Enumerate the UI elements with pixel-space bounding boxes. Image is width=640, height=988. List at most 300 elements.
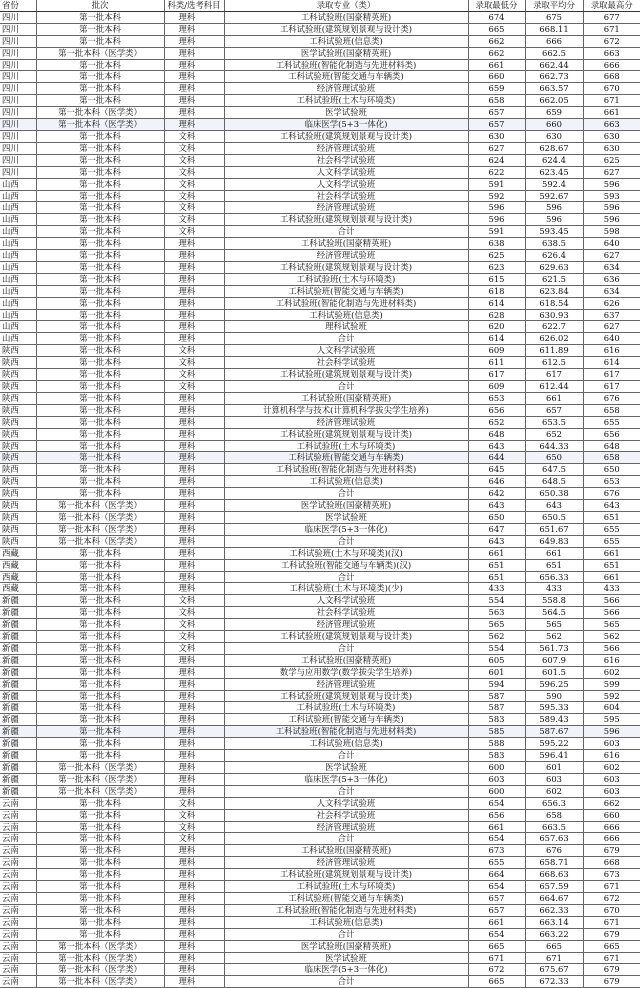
avg-score-cell: 562 <box>525 631 583 643</box>
max-score-cell: 596 <box>583 202 640 214</box>
subject-cell: 文科 <box>164 809 224 821</box>
subject-cell: 理科 <box>164 523 224 535</box>
province-cell: 新疆 <box>0 631 36 643</box>
batch-cell: 第一批本科 <box>36 559 164 571</box>
table-row <box>0 11 640 23</box>
avg-score-cell: 675 <box>525 11 583 23</box>
avg-score-cell: 664.67 <box>525 892 583 904</box>
max-score-cell: 666 <box>583 59 640 71</box>
major-cell: 工科试验班(智能交通与车辆类) <box>224 71 468 83</box>
min-score-cell: 674 <box>468 11 525 23</box>
max-score-cell: 676 <box>583 392 640 404</box>
max-score-cell: 668 <box>583 857 640 869</box>
major-cell: 合计 <box>224 750 468 762</box>
subject-cell: 理科 <box>164 726 224 738</box>
min-score-cell: 661 <box>468 547 525 559</box>
avg-score-cell: 621.5 <box>525 273 583 285</box>
major-cell: 理科试验班 <box>224 321 468 333</box>
subject-cell: 文科 <box>164 631 224 643</box>
avg-score-cell: 656.3 <box>525 797 583 809</box>
province-cell: 新疆 <box>0 762 36 774</box>
avg-score-cell: 596 <box>525 202 583 214</box>
province-cell: 陕西 <box>0 500 36 512</box>
subject-cell: 理科 <box>164 762 224 774</box>
max-score-cell: 673 <box>583 869 640 881</box>
min-score-cell: 665 <box>468 23 525 35</box>
min-score-cell: 657 <box>468 904 525 916</box>
table-row <box>0 833 640 845</box>
table-row <box>0 202 640 214</box>
province-cell: 西藏 <box>0 547 36 559</box>
subject-cell: 理科 <box>164 464 224 476</box>
avg-score-cell: 657 <box>525 404 583 416</box>
table-row <box>0 928 640 940</box>
batch-cell: 第一批本科 <box>36 297 164 309</box>
max-score-cell: 661 <box>583 107 640 119</box>
batch-cell: 第一批本科 <box>36 428 164 440</box>
avg-score-cell: 658.71 <box>525 857 583 869</box>
avg-score-cell: 618.54 <box>525 297 583 309</box>
batch-cell: 第一批本科 <box>36 750 164 762</box>
avg-score-cell: 651 <box>525 559 583 571</box>
avg-score-cell: 666 <box>525 35 583 47</box>
batch-cell: 第一批本科 <box>36 440 164 452</box>
province-cell: 陕西 <box>0 357 36 369</box>
min-score-cell: 596 <box>468 202 525 214</box>
avg-score-cell: 644.33 <box>525 440 583 452</box>
major-cell: 工科试验班(信息类) <box>224 738 468 750</box>
min-score-cell: 614 <box>468 333 525 345</box>
avg-score-cell: 657.59 <box>525 881 583 893</box>
avg-score-cell: 626.02 <box>525 333 583 345</box>
avg-score-cell: 592.4 <box>525 178 583 190</box>
province-cell: 山西 <box>0 214 36 226</box>
table-row <box>0 642 640 654</box>
subject-cell: 理科 <box>164 714 224 726</box>
major-cell: 工科试验班(土木与环境类) <box>224 702 468 714</box>
avg-score-cell: 661 <box>525 392 583 404</box>
min-score-cell: 665 <box>468 940 525 952</box>
avg-score-cell: 561.73 <box>525 642 583 654</box>
min-score-cell: 562 <box>468 631 525 643</box>
max-score-cell: 598 <box>583 226 640 238</box>
subject-cell: 文科 <box>164 214 224 226</box>
province-cell: 陕西 <box>0 523 36 535</box>
subject-cell: 理科 <box>164 273 224 285</box>
min-score-cell: 673 <box>468 845 525 857</box>
batch-cell: 第一批本科 <box>36 345 164 357</box>
avg-score-cell: 587.67 <box>525 726 583 738</box>
max-score-cell: 630 <box>583 142 640 154</box>
max-score-cell: 653 <box>583 476 640 488</box>
batch-cell: 第一批本科 <box>36 642 164 654</box>
max-score-cell: 679 <box>583 845 640 857</box>
avg-score-cell: 650.38 <box>525 488 583 500</box>
batch-cell: 第一批本科 <box>36 381 164 393</box>
header-max-score: 录取最高分 <box>583 0 640 11</box>
major-cell: 工科试验班(建筑规划景观与设计类) <box>224 428 468 440</box>
min-score-cell: 617 <box>468 369 525 381</box>
table-row <box>0 619 640 631</box>
major-cell: 社会科学试验班 <box>224 607 468 619</box>
province-cell: 山西 <box>0 273 36 285</box>
batch-cell: 第一批本科 <box>36 881 164 893</box>
major-cell: 临床医学(5+3一体化) <box>224 964 468 976</box>
batch-cell: 第一批本科 <box>36 690 164 702</box>
major-cell: 工科试验班(信息类) <box>224 309 468 321</box>
table-row <box>0 190 640 202</box>
table-row <box>0 559 640 571</box>
min-score-cell: 628 <box>468 309 525 321</box>
major-cell: 医学试验班(国豪精英班) <box>224 940 468 952</box>
batch-cell: 第一批本科 <box>36 416 164 428</box>
avg-score-cell: 589.43 <box>525 714 583 726</box>
table-row <box>0 750 640 762</box>
min-score-cell: 657 <box>468 107 525 119</box>
subject-cell: 文科 <box>164 357 224 369</box>
min-score-cell: 656 <box>468 809 525 821</box>
subject-cell: 理科 <box>164 654 224 666</box>
province-cell: 山西 <box>0 202 36 214</box>
max-score-cell: 658 <box>583 404 640 416</box>
table-row <box>0 762 640 774</box>
avg-score-cell: 656.33 <box>525 571 583 583</box>
subject-cell: 理科 <box>164 881 224 893</box>
major-cell: 社会科学试验班 <box>224 190 468 202</box>
table-row <box>0 857 640 869</box>
max-score-cell: 671 <box>583 23 640 35</box>
subject-cell: 理科 <box>164 428 224 440</box>
min-score-cell: 620 <box>468 321 525 333</box>
min-score-cell: 591 <box>468 178 525 190</box>
batch-cell: 第一批本科 <box>36 464 164 476</box>
province-cell: 山西 <box>0 226 36 238</box>
subject-cell: 文科 <box>164 607 224 619</box>
province-cell: 云南 <box>0 976 36 988</box>
batch-cell: 第一批本科 <box>36 35 164 47</box>
min-score-cell: 601 <box>468 666 525 678</box>
batch-cell: 第一批本科 <box>36 357 164 369</box>
major-cell: 临床医学(5+3一体化) <box>224 773 468 785</box>
max-score-cell: 655 <box>583 535 640 547</box>
max-score-cell: 602 <box>583 762 640 774</box>
table-row <box>0 714 640 726</box>
major-cell: 经济管理试验班 <box>224 83 468 95</box>
max-score-cell: 634 <box>583 285 640 297</box>
major-cell: 人文科学试验班 <box>224 178 468 190</box>
min-score-cell: 664 <box>468 869 525 881</box>
min-score-cell: 657 <box>468 892 525 904</box>
major-cell: 医学试验班 <box>224 762 468 774</box>
table-row <box>0 35 640 47</box>
max-score-cell: 562 <box>583 631 640 643</box>
subject-cell: 文科 <box>164 190 224 202</box>
major-cell: 工科试验班(土木与环境类) <box>224 273 468 285</box>
avg-score-cell: 671 <box>525 952 583 964</box>
min-score-cell: 661 <box>468 821 525 833</box>
max-score-cell: 617 <box>583 381 640 393</box>
min-score-cell: 588 <box>468 738 525 750</box>
subject-cell: 理科 <box>164 119 224 131</box>
major-cell: 工科试验班(国豪精英班) <box>224 11 468 23</box>
min-score-cell: 643 <box>468 500 525 512</box>
major-cell: 经济管理试验班 <box>224 202 468 214</box>
major-cell: 医学试验班(国豪精英班) <box>224 500 468 512</box>
avg-score-cell: 672.33 <box>525 976 583 988</box>
min-score-cell: 585 <box>468 726 525 738</box>
major-cell: 合计 <box>224 381 468 393</box>
avg-score-cell: 675.67 <box>525 964 583 976</box>
batch-cell: 第一批本科 <box>36 452 164 464</box>
avg-score-cell: 623.84 <box>525 285 583 297</box>
min-score-cell: 660 <box>468 71 525 83</box>
table-row <box>0 464 640 476</box>
batch-cell: 第一批本科 <box>36 166 164 178</box>
avg-score-cell: 629.63 <box>525 261 583 273</box>
batch-cell: 第一批本科 <box>36 666 164 678</box>
table-row <box>0 71 640 83</box>
avg-score-cell: 628.67 <box>525 142 583 154</box>
avg-score-cell: 601.5 <box>525 666 583 678</box>
avg-score-cell: 662.73 <box>525 71 583 83</box>
province-cell: 云南 <box>0 940 36 952</box>
table-row <box>0 571 640 583</box>
avg-score-cell: 657.63 <box>525 833 583 845</box>
major-cell: 数学与应用数学(数学拔尖学生培养) <box>224 666 468 678</box>
table-row <box>0 47 640 59</box>
subject-cell: 理科 <box>164 976 224 988</box>
min-score-cell: 648 <box>468 428 525 440</box>
batch-cell: 第一批本科 <box>36 238 164 250</box>
batch-cell: 第一批本科 <box>36 916 164 928</box>
batch-cell: 第一批本科 <box>36 619 164 631</box>
min-score-cell: 661 <box>468 916 525 928</box>
max-score-cell: 566 <box>583 642 640 654</box>
province-cell: 四川 <box>0 119 36 131</box>
max-score-cell: 655 <box>583 416 640 428</box>
province-cell: 陕西 <box>0 511 36 523</box>
major-cell: 工科试验班(建筑规划景观与设计类) <box>224 631 468 643</box>
province-cell: 西藏 <box>0 559 36 571</box>
max-score-cell: 663 <box>583 119 640 131</box>
max-score-cell: 625 <box>583 154 640 166</box>
province-cell: 陕西 <box>0 488 36 500</box>
province-cell: 新疆 <box>0 619 36 631</box>
province-cell: 山西 <box>0 178 36 190</box>
subject-cell: 文科 <box>164 166 224 178</box>
major-cell: 合计 <box>224 785 468 797</box>
table-row <box>0 916 640 928</box>
province-cell: 云南 <box>0 881 36 893</box>
table-row <box>0 821 640 833</box>
min-score-cell: 645 <box>468 464 525 476</box>
max-score-cell: 650 <box>583 464 640 476</box>
avg-score-cell: 638.5 <box>525 238 583 250</box>
province-cell: 新疆 <box>0 773 36 785</box>
major-cell: 工科试验班(智能交通与车辆类) <box>224 892 468 904</box>
subject-cell: 理科 <box>164 404 224 416</box>
batch-cell: 第一批本科 <box>36 845 164 857</box>
min-score-cell: 624 <box>468 154 525 166</box>
min-score-cell: 659 <box>468 83 525 95</box>
province-cell: 四川 <box>0 107 36 119</box>
batch-cell: 第一批本科 <box>36 285 164 297</box>
avg-score-cell: 653.5 <box>525 416 583 428</box>
table-row <box>0 285 640 297</box>
max-score-cell: 648 <box>583 440 640 452</box>
province-cell: 西藏 <box>0 583 36 595</box>
province-cell: 山西 <box>0 238 36 250</box>
min-score-cell: 600 <box>468 762 525 774</box>
province-cell: 陕西 <box>0 452 36 464</box>
max-score-cell: 662 <box>583 797 640 809</box>
province-cell: 山西 <box>0 297 36 309</box>
avg-score-cell: 668.11 <box>525 23 583 35</box>
major-cell: 临床医学(5+3一体化) <box>224 523 468 535</box>
max-score-cell: 433 <box>583 583 640 595</box>
batch-cell: 第一批本科 <box>36 59 164 71</box>
avg-score-cell: 558.8 <box>525 595 583 607</box>
major-cell: 工科试验班(土木与环境类) <box>224 881 468 893</box>
min-score-cell: 650 <box>468 511 525 523</box>
province-cell: 陕西 <box>0 381 36 393</box>
table-row <box>0 261 640 273</box>
province-cell: 山西 <box>0 285 36 297</box>
major-cell: 工科试验班(土木与环境类)(汉) <box>224 547 468 559</box>
subject-cell: 理科 <box>164 964 224 976</box>
table-row <box>0 904 640 916</box>
avg-score-cell: 595.22 <box>525 738 583 750</box>
min-score-cell: 658 <box>468 95 525 107</box>
avg-score-cell: 595.33 <box>525 702 583 714</box>
subject-cell: 理科 <box>164 511 224 523</box>
table-row <box>0 381 640 393</box>
subject-cell: 理科 <box>164 476 224 488</box>
avg-score-cell: 433 <box>525 583 583 595</box>
subject-cell: 理科 <box>164 916 224 928</box>
major-cell: 经济管理试验班 <box>224 619 468 631</box>
min-score-cell: 654 <box>468 833 525 845</box>
table-row <box>0 142 640 154</box>
max-score-cell: 627 <box>583 166 640 178</box>
batch-cell: 第一批本科 <box>36 309 164 321</box>
province-cell: 山西 <box>0 250 36 262</box>
major-cell: 医学试验班 <box>224 107 468 119</box>
major-cell: 人文科学试验班 <box>224 595 468 607</box>
major-cell: 人文科学试验班 <box>224 797 468 809</box>
min-score-cell: 662 <box>468 47 525 59</box>
avg-score-cell: 662.33 <box>525 904 583 916</box>
max-score-cell: 655 <box>583 523 640 535</box>
min-score-cell: 672 <box>468 964 525 976</box>
major-cell: 合计 <box>224 976 468 988</box>
province-cell: 山西 <box>0 261 36 273</box>
subject-cell: 文科 <box>164 178 224 190</box>
min-score-cell: 656 <box>468 404 525 416</box>
max-score-cell: 565 <box>583 619 640 631</box>
batch-cell: 第一批本科（医学类） <box>36 762 164 774</box>
province-cell: 四川 <box>0 95 36 107</box>
max-score-cell: 658 <box>583 452 640 464</box>
max-score-cell: 643 <box>583 500 640 512</box>
table-row <box>0 238 640 250</box>
min-score-cell: 665 <box>468 976 525 988</box>
avg-score-cell: 596.41 <box>525 750 583 762</box>
max-score-cell: 627 <box>583 321 640 333</box>
min-score-cell: 592 <box>468 190 525 202</box>
province-cell: 山西 <box>0 190 36 202</box>
avg-score-cell: 592.67 <box>525 190 583 202</box>
subject-cell: 理科 <box>164 71 224 83</box>
table-row <box>0 583 640 595</box>
subject-cell: 理科 <box>164 107 224 119</box>
batch-cell: 第一批本科 <box>36 11 164 23</box>
avg-score-cell: 663.57 <box>525 83 583 95</box>
max-score-cell: 660 <box>583 809 640 821</box>
min-score-cell: 622 <box>468 166 525 178</box>
province-cell: 陕西 <box>0 416 36 428</box>
major-cell: 临床医学(5+3一体化) <box>224 119 468 131</box>
min-score-cell: 603 <box>468 773 525 785</box>
subject-cell: 理科 <box>164 928 224 940</box>
major-cell: 人文科学试验班 <box>224 345 468 357</box>
province-cell: 云南 <box>0 809 36 821</box>
avg-score-cell: 661 <box>525 547 583 559</box>
avg-score-cell: 659 <box>525 107 583 119</box>
subject-cell: 理科 <box>164 392 224 404</box>
subject-cell: 理科 <box>164 559 224 571</box>
province-cell: 新疆 <box>0 595 36 607</box>
province-cell: 新疆 <box>0 738 36 750</box>
min-score-cell: 662 <box>468 35 525 47</box>
avg-score-cell: 662.05 <box>525 95 583 107</box>
table-row <box>0 130 640 142</box>
major-cell: 工科试验班(智能交通与车辆类) <box>224 285 468 297</box>
subject-cell: 理科 <box>164 11 224 23</box>
max-score-cell: 617 <box>583 369 640 381</box>
min-score-cell: 651 <box>468 571 525 583</box>
min-score-cell: 653 <box>468 392 525 404</box>
max-score-cell: 676 <box>583 488 640 500</box>
subject-cell: 理科 <box>164 845 224 857</box>
max-score-cell: 670 <box>583 904 640 916</box>
avg-score-cell: 649.83 <box>525 535 583 547</box>
batch-cell: 第一批本科 <box>36 595 164 607</box>
min-score-cell: 565 <box>468 619 525 631</box>
max-score-cell: 627 <box>583 250 640 262</box>
batch-cell: 第一批本科 <box>36 904 164 916</box>
table-row <box>0 392 640 404</box>
subject-cell: 文科 <box>164 202 224 214</box>
table-row <box>0 690 640 702</box>
table-row <box>0 964 640 976</box>
subject-cell: 理科 <box>164 571 224 583</box>
max-score-cell: 637 <box>583 309 640 321</box>
batch-cell: 第一批本科（医学类） <box>36 940 164 952</box>
batch-cell: 第一批本科（医学类） <box>36 119 164 131</box>
batch-cell: 第一批本科 <box>36 154 164 166</box>
table-row <box>0 416 640 428</box>
major-cell: 工科试验班(信息类) <box>224 916 468 928</box>
major-cell: 工科试验班(国豪精英班) <box>224 845 468 857</box>
avg-score-cell: 607.9 <box>525 654 583 666</box>
subject-cell: 文科 <box>164 821 224 833</box>
subject-cell: 理科 <box>164 309 224 321</box>
table-row <box>0 702 640 714</box>
major-cell: 合计 <box>224 488 468 500</box>
province-cell: 新疆 <box>0 642 36 654</box>
avg-score-cell: 676 <box>525 845 583 857</box>
